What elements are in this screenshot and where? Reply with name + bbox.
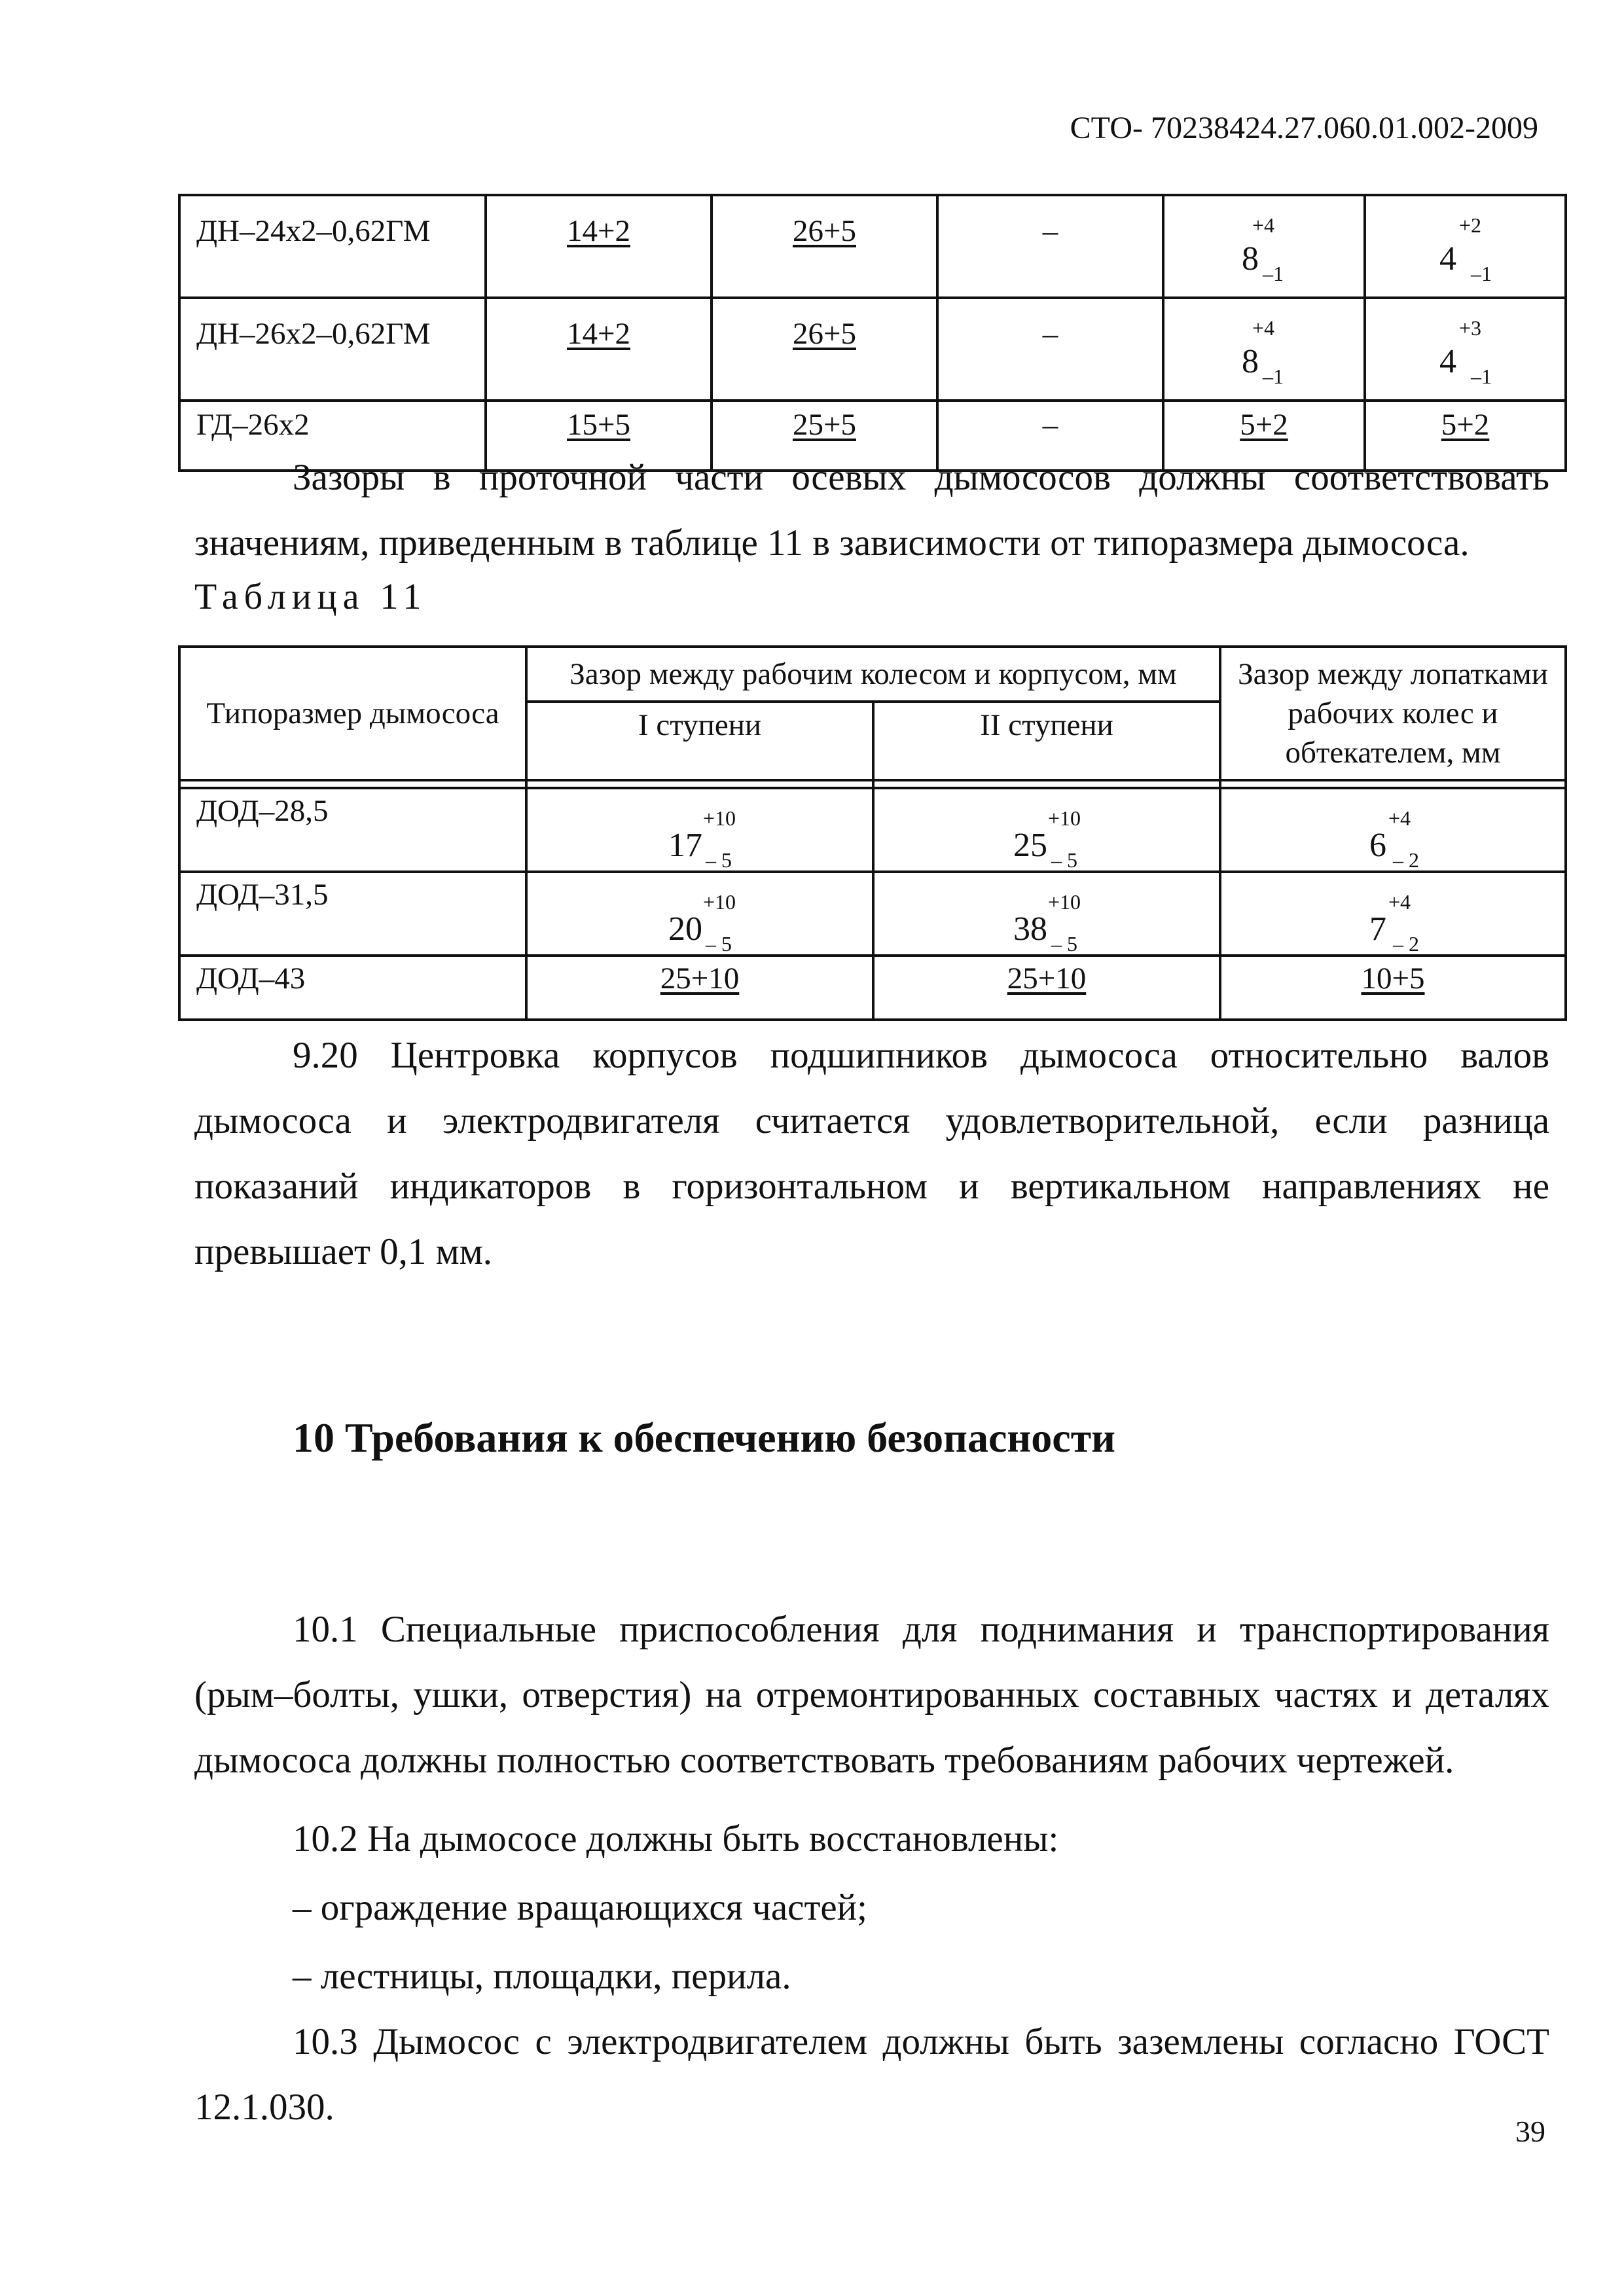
value-cell: 14+2 xyxy=(486,195,712,298)
tolerance-cell: +4 7 – 2 xyxy=(1220,872,1566,956)
table-row xyxy=(179,956,1566,1020)
paragraph-10-2: 10.2 На дымососе должны быть восстановлены: xyxy=(293,1818,1059,1859)
fan-model: ДН–24х2–0,62ГМ xyxy=(179,195,486,298)
table-11-caption: Таблица 11 xyxy=(194,577,427,617)
tolerance-cell: +4 6 – 2 xyxy=(1220,788,1566,872)
header-stage-2: II ступени xyxy=(873,702,1220,780)
value-cell: – xyxy=(937,195,1163,298)
list-item: – лестницы, площадки, перила. xyxy=(293,1956,791,1997)
tolerance-cell: +10 38 – 5 xyxy=(873,872,1220,956)
value-cell: 26+5 xyxy=(712,195,937,298)
list-item: – ограждение вращающихся частей; xyxy=(293,1887,867,1928)
value-cell: – xyxy=(937,401,1163,471)
tolerance-cell: +4 8 –1 xyxy=(1163,195,1365,298)
fan-model: ДОД–43 xyxy=(179,956,526,1020)
tolerance-cell: +10 20 – 5 xyxy=(526,872,873,956)
section-10-title: 10 Требования к обеспечению безопасности xyxy=(293,1414,1115,1461)
tolerance-cell: +2 4 –1 xyxy=(1365,195,1566,298)
table-row xyxy=(179,195,1566,298)
value-cell: 10+5 xyxy=(1220,956,1566,1020)
fan-model: ДОД–31,5 xyxy=(179,872,526,956)
value-cell: 25+10 xyxy=(526,956,873,1020)
header-gap-blades: Зазор между лопатками рабочих колес и обтекателем, мм xyxy=(1220,647,1566,780)
header-type: Типоразмер дымососа xyxy=(179,647,526,780)
paragraph-10-1: 10.1 Специальные приспособления для поднимания и транспортирования (рым–болты, ушки, отверстия) на отремонтированных составных частях и деталях дымососа должны полностью соответствовать требованиям рабочих чертежей. xyxy=(194,1609,1549,1781)
table-row xyxy=(179,872,1566,956)
table-row xyxy=(179,788,1566,872)
value-cell: 5+2 xyxy=(1365,401,1566,471)
page-number: 39 xyxy=(1515,2115,1545,2148)
tolerance-cell: +4 8 –1 xyxy=(1163,298,1365,401)
fan-model: ДОД–28,5 xyxy=(179,788,526,872)
paragraph-9-20: 9.20 Центровка корпусов подшипников дымососа относительно валов дымососа и электродвигателя считается удовлетворительной, если разница показаний индикаторов в горизонтальном и вертикальном направлениях не превышает 0,1 мм. xyxy=(194,1035,1549,1272)
tolerance-cell: +3 4 –1 xyxy=(1365,298,1566,401)
value-cell: 25+10 xyxy=(873,956,1220,1020)
paragraph-10-3: 10.3 Дымосос с электродвигателем должны быть заземлены согласно ГОСТ 12.1.030. xyxy=(194,2021,1549,2128)
fan-model: ДН–26х2–0,62ГМ xyxy=(179,298,486,401)
header-gap-wheel: Зазор между рабочим колесом и корпусом, мм xyxy=(526,647,1220,702)
value-cell: – xyxy=(937,298,1163,401)
value-cell: 14+2 xyxy=(486,298,712,401)
fan-model: ГД–26х2 xyxy=(179,401,486,471)
tolerance-cell: +10 25 – 5 xyxy=(873,788,1220,872)
value-cell: 26+5 xyxy=(712,298,937,401)
paragraph-gaps: Зазоры в проточной части осевых дымососов должны соответствовать значениям, приведенным в таблице 11 в зависимости от типоразмера дымососа. xyxy=(194,457,1549,564)
value-cell: 25+5 xyxy=(712,401,937,471)
table-row xyxy=(179,298,1566,401)
value-cell: 15+5 xyxy=(486,401,712,471)
value-cell: 5+2 xyxy=(1163,401,1365,471)
header-stage-1: I ступени xyxy=(526,702,873,780)
table-11 xyxy=(178,645,1567,1021)
tolerance-cell: +10 17 – 5 xyxy=(526,788,873,872)
table-10-continuation xyxy=(178,194,1567,472)
document-code: СТО- 70238424.27.060.01.002-2009 xyxy=(1070,111,1538,145)
